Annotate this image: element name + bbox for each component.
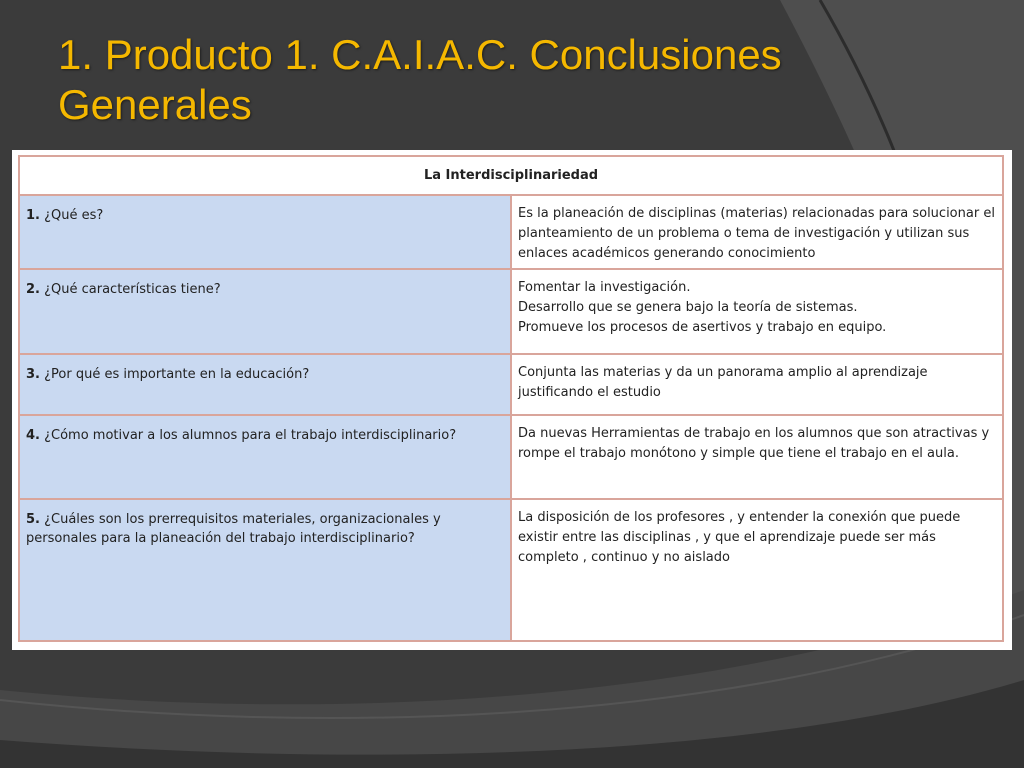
interdisciplinarity-table — [12, 150, 1012, 650]
table-header-row — [19, 156, 1003, 195]
question-number: 2. — [26, 282, 40, 297]
question-cell-1 — [19, 195, 511, 269]
question-cell-2 — [19, 269, 511, 354]
table-row — [19, 269, 1003, 354]
table-row — [19, 415, 1003, 499]
answer-cell-2: Fomentar la investigación. Desarrollo que se genera bajo la teoría de sistemas. Promueve los procesos de asertivos y trabajo en equipo. — [511, 269, 1003, 354]
question-number: 1. — [26, 208, 40, 223]
table-row — [19, 195, 1003, 269]
question-text: ¿Cómo motivar a los alumnos para el trabajo interdisciplinario? — [44, 428, 457, 443]
question-text: ¿Qué características tiene? — [44, 282, 221, 297]
question-cell-4 — [19, 415, 511, 499]
question-number: 4. — [26, 428, 40, 443]
qa-table — [18, 155, 1004, 642]
table-row — [19, 354, 1003, 415]
answer-cell-4: Da nuevas Herramientas de trabajo en los alumnos que son atractivas y rompe el trabajo monótono y simple que tiene el trabajo en el aula. — [511, 415, 1003, 499]
question-cell-3 — [19, 354, 511, 415]
slide-title: 1. Producto 1. C.A.I.A.C. Conclusiones Generales — [58, 31, 782, 128]
table-row — [19, 499, 1003, 641]
question-text: ¿Cuáles son los prerrequisitos materiales, organizacionales y personales para la planeación del trabajo interdisciplinario? — [26, 512, 441, 546]
question-text: ¿Por qué es importante en la educación? — [44, 367, 310, 382]
answer-cell-5: La disposición de los profesores , y entender la conexión que puede existir entre las disciplinas , y que el aprendizaje puede ser más completo , continuo y no aislado — [511, 499, 1003, 641]
question-text: ¿Qué es? — [44, 208, 104, 223]
question-number: 5. — [26, 512, 40, 527]
table-header: La Interdisciplinariedad — [19, 156, 1003, 195]
answer-cell-3: Conjunta las materias y da un panorama amplio al aprendizaje justificando el estudio — [511, 354, 1003, 415]
question-number: 3. — [26, 367, 40, 382]
question-cell-5 — [19, 499, 511, 641]
answer-cell-1: Es la planeación de disciplinas (materias) relacionadas para solucionar el planteamiento de un problema o tema de investigación y utilizan sus enlaces académicos generando conocimiento — [511, 195, 1003, 269]
